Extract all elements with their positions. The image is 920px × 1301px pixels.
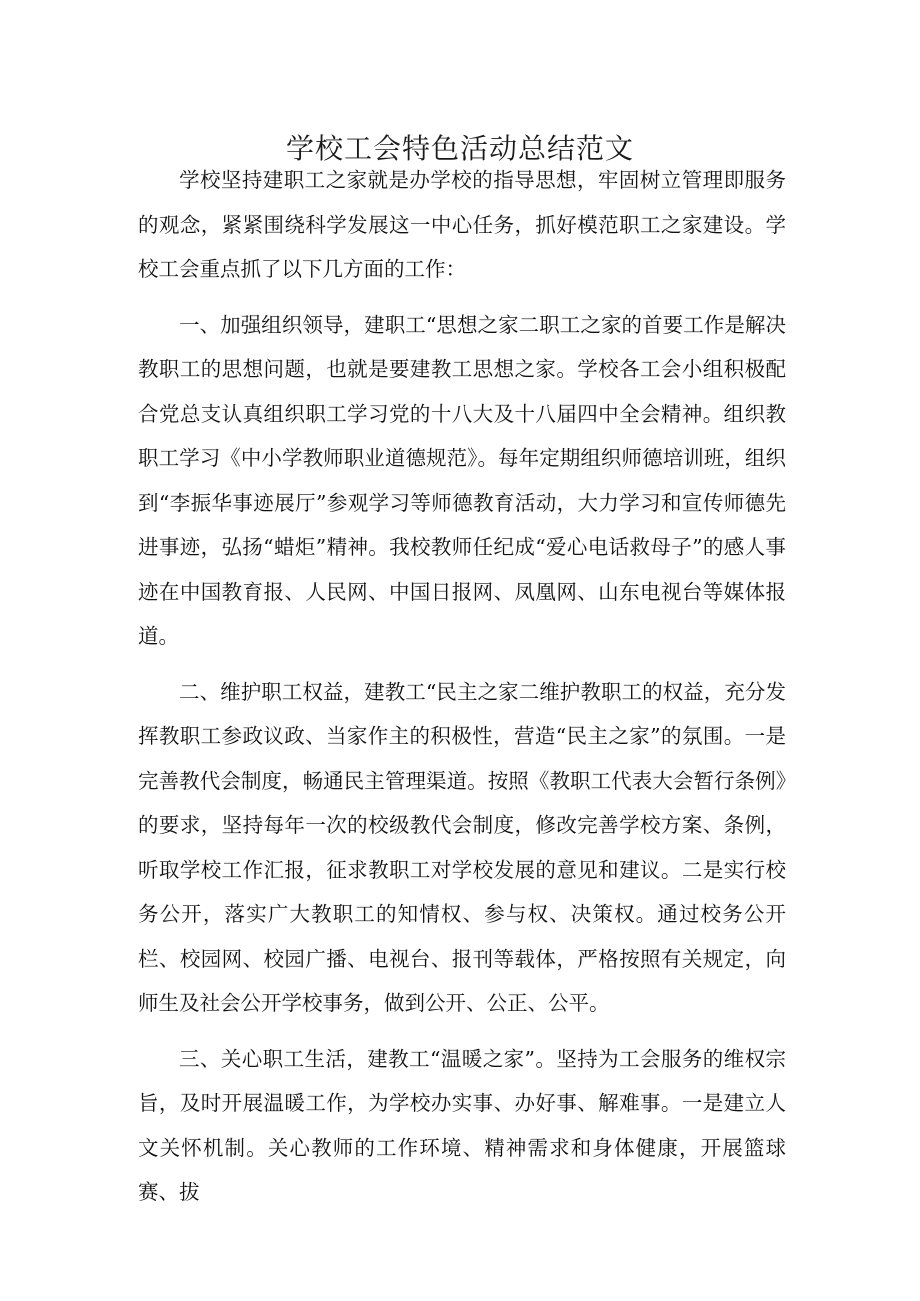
paragraph-section-2: 二、维护职工权益，建教工“民主之家二维护教职工的权益，充分发挥教职工参政议政、当家作主的积极性，营造“民主之家”的氛围。一是完善教代会制度，畅通民主管理渠道。按照《教职工代表大会暂行条例》的要求，坚持每年一次的校级教代会制度，修改完善学校方案、条例，听取学校工作汇报，征求教职工对学校发展的意见和建议。二是实行校务公开，落实广大教职工的知情权、参与权、决策权。通过校务公开栏、校园网、校园广播、电视台、报刊等载体，严格按照有关规定，向师生及社会公开学校事务，做到公开、公正、公平。 <box>138 679 786 1015</box>
paragraph-intro: 学校坚持建职工之家就是办学校的指导思想，牢固树立管理即服务的观念，紧紧围绕科学发展这一中心任务，抓好模范职工之家建设。学校工会重点抓了以下几方面的工作： <box>138 168 786 281</box>
paragraph-section-1: 一、加强组织领导，建职工“思想之家二职工之家的首要工作是解决教职工的思想问题，也就是要建教工思想之家。学校各工会小组积极配合党总支认真组织职工学习党的十八大及十八届四中全会精神。组织教职工学习《中小学教师职业道德规范》。每年定期组织师德培训班，组织到“李振华事迹展厅”参观学习等师德教育活动，大力学习和宣传师德先进事迹，弘扬“蜡炬”精神。我校教师任纪成“爱心电话救母子”的感人事迹在中国教育报、人民网、中国日报网、凤凰网、山东电视台等媒体报道。 <box>138 312 786 648</box>
paragraph-section-3: 三、关心职工生活，建教工“温暖之家”。坚持为工会服务的维权宗旨，及时开展温暖工作，为学校办实事、办好事、解难事。一是建立人文关怀机制。关心教师的工作环境、精神需求和身体健康，开展篮球赛、拔 <box>138 1046 786 1204</box>
document-title: 学校工会特色活动总结范文 <box>285 131 634 165</box>
document-body <box>138 158 786 1226</box>
